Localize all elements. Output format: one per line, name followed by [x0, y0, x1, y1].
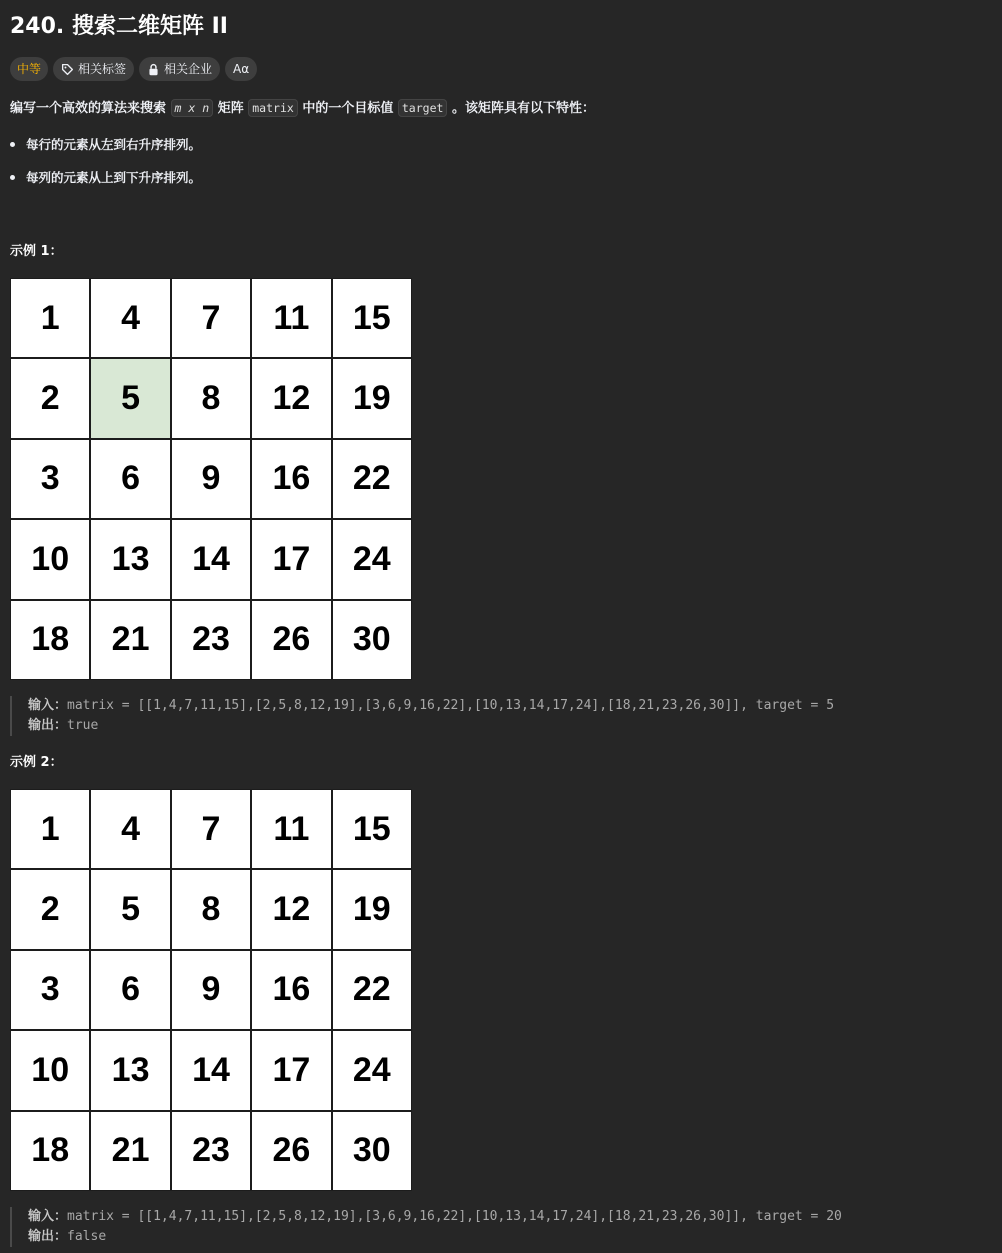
example-1-input-line [28, 696, 834, 716]
matrix-cell: 6 [91, 440, 169, 518]
desc-text-4: 。该矩阵具有以下特性： [451, 101, 595, 116]
matrix-cell: 16 [252, 440, 330, 518]
matrix-cell: 22 [333, 951, 411, 1029]
example-1-heading: 示例 1： [10, 244, 63, 259]
matrix-cell: 22 [333, 440, 411, 518]
matrix-cell: 12 [252, 359, 330, 437]
example-2-output: false [67, 1229, 107, 1244]
desc-text-3: 中的一个目标值 [302, 101, 394, 116]
matrix-cell: 18 [11, 601, 89, 679]
matrix-cell: 8 [172, 359, 250, 437]
matrix-cell: 4 [91, 279, 169, 357]
matrix-cell: 30 [333, 601, 411, 679]
related-companies-label: 相关企业 [164, 62, 213, 76]
matrix-cell: 6 [91, 951, 169, 1029]
matrix-cell: 2 [11, 870, 89, 948]
matrix-cell: 23 [172, 601, 250, 679]
matrix-cell: 9 [172, 440, 250, 518]
related-tags-label: 相关标签 [78, 62, 127, 76]
matrix-cell: 3 [11, 951, 89, 1029]
matrix-cell: 8 [172, 870, 250, 948]
matrix-cell: 14 [172, 520, 250, 598]
matrix-cell: 11 [252, 279, 330, 357]
matrix-cell: 7 [172, 790, 250, 868]
matrix-cell: 13 [91, 520, 169, 598]
matrix-cell: 9 [172, 951, 250, 1029]
example-2-block [10, 1207, 842, 1247]
matrix-cell: 1 [11, 279, 89, 357]
matrix-cell: 18 [11, 1112, 89, 1190]
matrix-cell: 24 [333, 520, 411, 598]
matrix-cell: 10 [11, 520, 89, 598]
property-list [10, 134, 201, 200]
matrix-cell: 21 [91, 1112, 169, 1190]
matrix-cell: 5 [91, 870, 169, 948]
output-label: 输出： [28, 1229, 68, 1244]
problem-title: 240. 搜索二维矩阵 II [10, 14, 228, 39]
matrix-cell: 19 [333, 870, 411, 948]
matrix-cell: 15 [333, 279, 411, 357]
related-tags-button[interactable] [53, 57, 134, 81]
list-item: 每行的元素从左到右升序排列。 [10, 134, 201, 167]
example-1-block [10, 696, 834, 736]
example-1-input: matrix = [[1,4,7,11,15],[2,5,8,12,19],[3,6,9,16,22],[10,13,14,17,24],[18,21,23,26,30]], target = 5 [67, 698, 835, 713]
desc-text-1: 编写一个高效的算法来搜索 [10, 101, 167, 116]
tag-bar [10, 57, 257, 81]
matrix-cell: 7 [172, 279, 250, 357]
lock-icon [147, 63, 160, 76]
matrix-cell: 17 [252, 1031, 330, 1109]
matrix-cell: 4 [91, 790, 169, 868]
matrix-cell: 16 [252, 951, 330, 1029]
matrix-cell: 3 [11, 440, 89, 518]
matrix-cell: 26 [252, 601, 330, 679]
difficulty-badge: 中等 [10, 57, 48, 81]
example-2-output-line [28, 1227, 842, 1247]
matrix-cell: 11 [252, 790, 330, 868]
font-toggle-button[interactable] [225, 57, 257, 81]
matrix-cell: 26 [252, 1112, 330, 1190]
matrix-cell: 15 [333, 790, 411, 868]
code-mn: m x n [171, 99, 214, 117]
matrix-cell: 23 [172, 1112, 250, 1190]
matrix-cell: 12 [252, 870, 330, 948]
matrix-cell: 19 [333, 359, 411, 437]
input-label: 输入： [28, 1209, 68, 1224]
matrix-cell: 5 [91, 359, 169, 437]
matrix-cell: 24 [333, 1031, 411, 1109]
input-label: 输入： [28, 698, 68, 713]
tag-icon [61, 63, 74, 76]
matrix-cell: 14 [172, 1031, 250, 1109]
example-2-input-line [28, 1207, 842, 1227]
example-1-output-line [28, 716, 834, 736]
example-2-matrix-image [10, 789, 412, 1191]
matrix-cell: 21 [91, 601, 169, 679]
example-2-input: matrix = [[1,4,7,11,15],[2,5,8,12,19],[3,6,9,16,22],[10,13,14,17,24],[18,21,23,26,30]], target = 20 [67, 1209, 842, 1224]
problem-description [10, 97, 595, 120]
matrix-cell: 2 [11, 359, 89, 437]
code-target: target [398, 99, 448, 117]
matrix-cell: 17 [252, 520, 330, 598]
example-1-matrix-image [10, 278, 412, 680]
example-1-output: true [67, 718, 99, 733]
matrix-cell: 13 [91, 1031, 169, 1109]
output-label: 输出： [28, 718, 68, 733]
font-toggle-label: Aα [233, 62, 250, 76]
code-matrix: matrix [248, 99, 298, 117]
matrix-cell: 10 [11, 1031, 89, 1109]
related-companies-button[interactable] [139, 57, 220, 81]
example-2-heading: 示例 2： [10, 755, 63, 770]
matrix-cell: 1 [11, 790, 89, 868]
matrix-cell: 30 [333, 1112, 411, 1190]
desc-text-2: 矩阵 [217, 101, 244, 116]
list-item: 每列的元素从上到下升序排列。 [10, 167, 201, 200]
